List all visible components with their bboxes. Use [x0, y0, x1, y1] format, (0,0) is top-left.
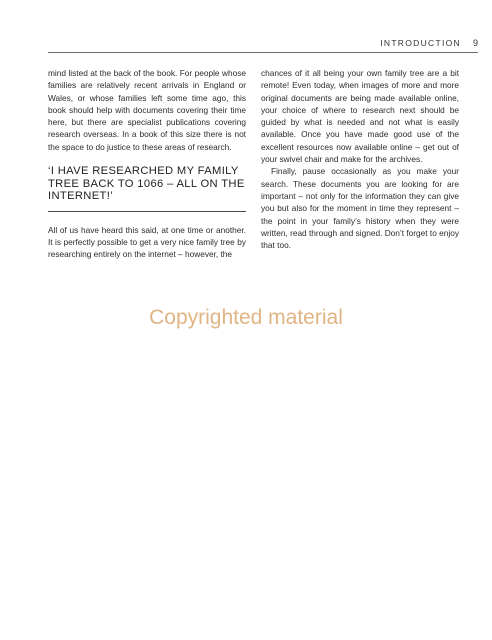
- right-paragraph-1: chances of it all being your own family tree are a bit remote! Even today, when images of more and more original documents are being made available online, your choice of where to research next should be guided by what is needed and not what is easily available. Once you have made good use of the excellent resources now available online – get out of your swivel chair and make for the archives.: [261, 68, 459, 165]
- header-rule: [48, 52, 478, 53]
- right-column: [261, 67, 459, 251]
- heading-rule: [48, 211, 246, 212]
- left-column: [48, 67, 246, 261]
- section-title: INTRODUCTION: [380, 38, 461, 48]
- left-paragraph-1: mind listed at the back of the book. For people whose families are relatively recent arrivals in England or Wales, or whose families left some time ago, this book should help with documents covering their time here, but there are specialist publications covering research overseas. In a book of this size there is not the space to do justice to these areas of research.: [48, 68, 246, 152]
- running-head: [380, 38, 478, 48]
- section-heading: ‘I HAVE RESEARCHED MY FAMILY TREE BACK TO 1066 – ALL ON THE INTERNET!’: [48, 165, 245, 203]
- left-paragraph-2: All of us have heard this said, at one time or another. It is perfectly possible to get a very nice family tree by researching entirely on the internet – however, the: [48, 224, 246, 260]
- right-paragraph-2: Finally, pause occasionally as you make your search. These documents you are looking for are important – not only for the information they can give you but also for the moment in time they represent – the point in your family’s history when they were written, read through and signed. Don’t forget to enjoy that too.: [261, 166, 459, 251]
- page-number: 9: [472, 38, 478, 48]
- copyright-watermark: Copyrighted material: [149, 306, 343, 329]
